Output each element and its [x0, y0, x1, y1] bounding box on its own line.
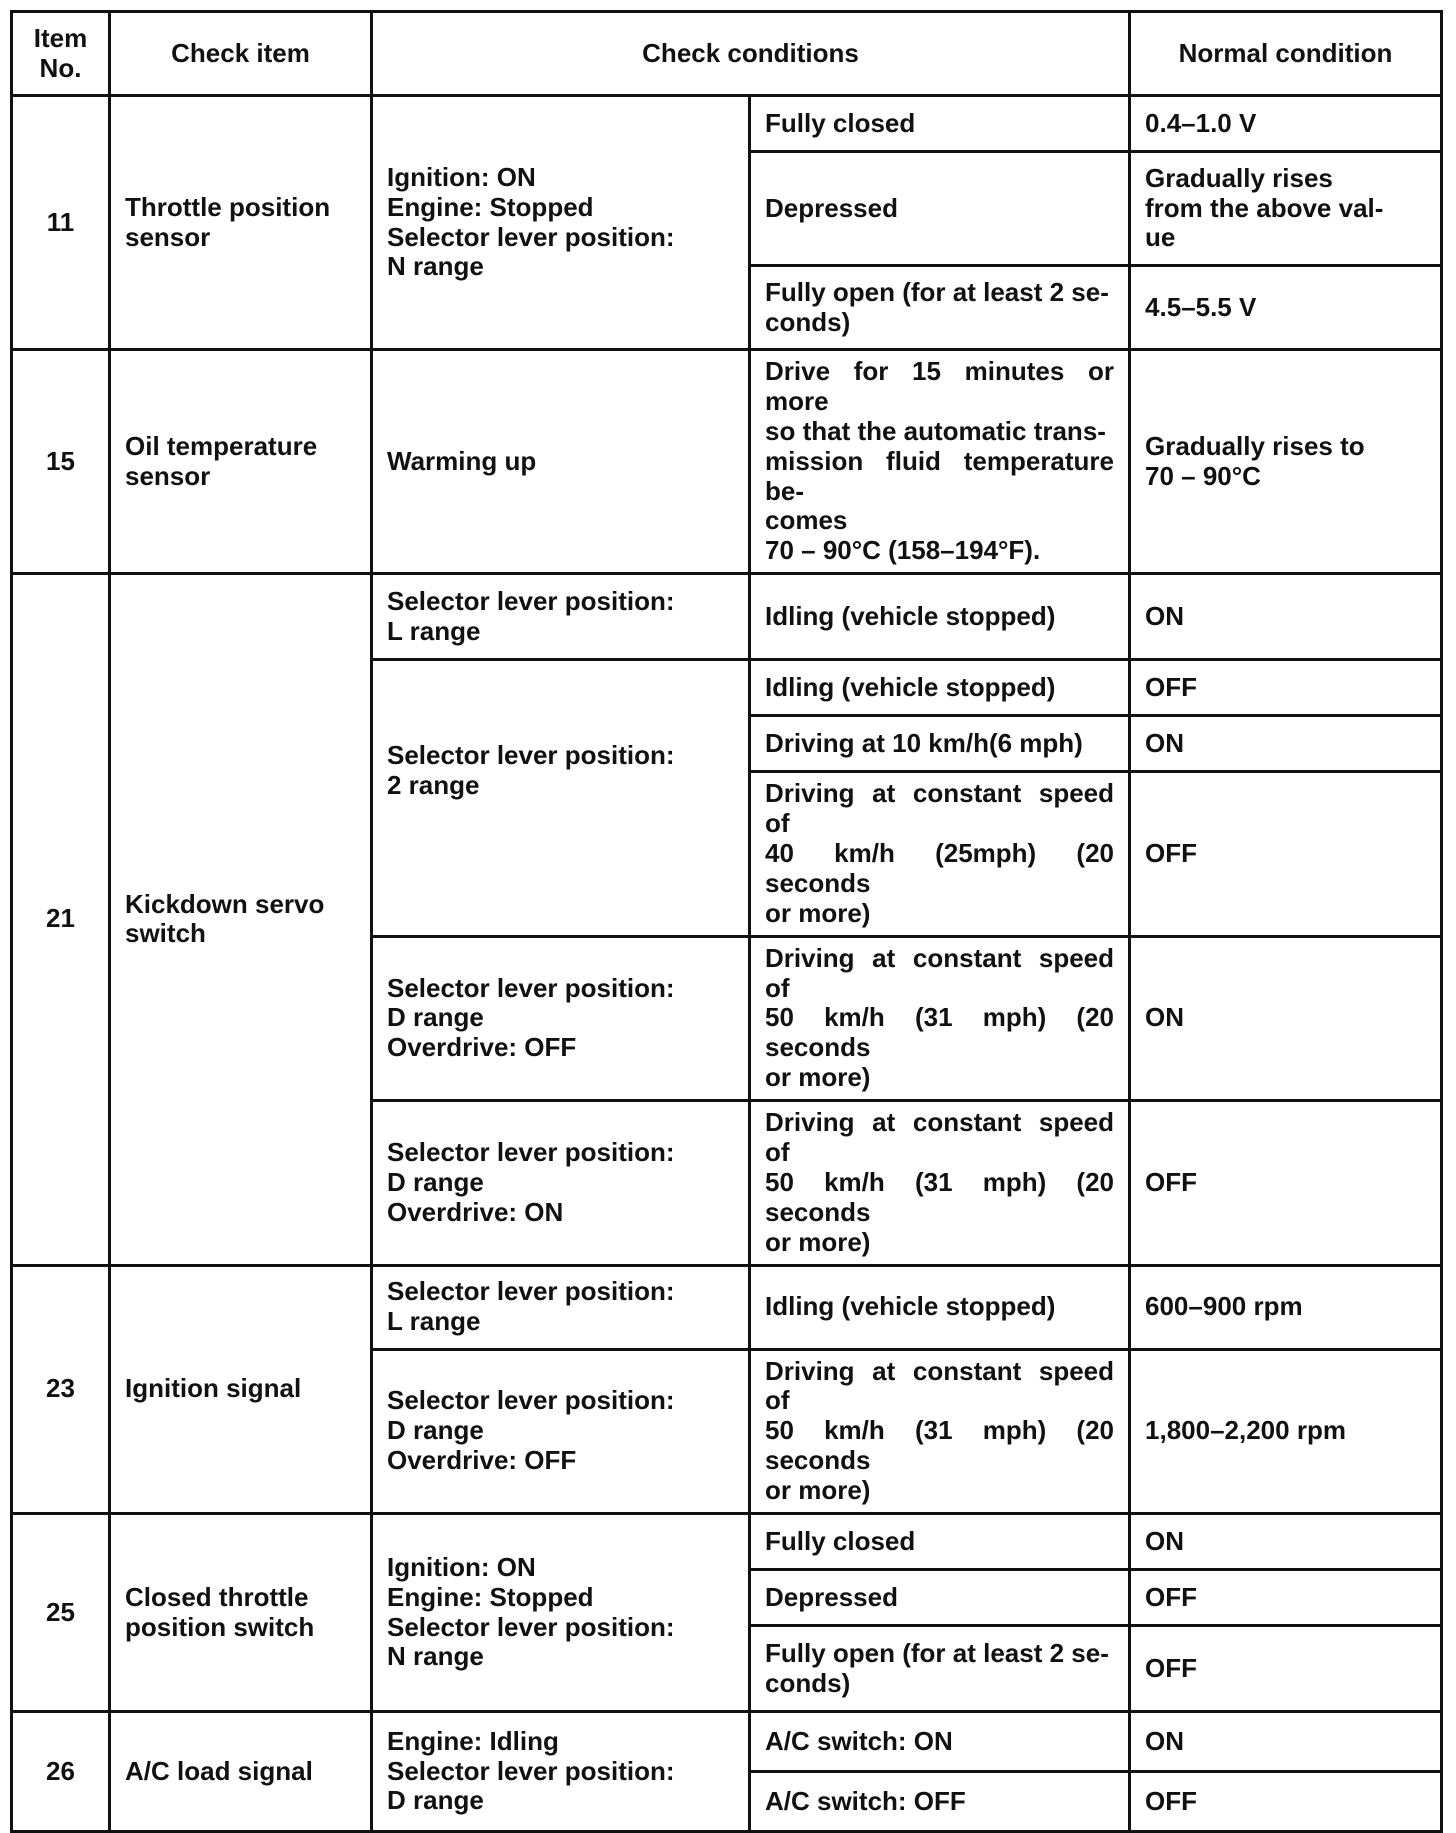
check-group-condition: Selector lever position: D range Overdrive: ON — [372, 1101, 750, 1265]
normal-condition: OFF — [1130, 1570, 1442, 1626]
check-condition: Driving at constant speed of 50 km/h (31 mph) (20 seconds or more) — [750, 1349, 1130, 1513]
normal-condition: Gradually rises to 70 – 90°C — [1130, 350, 1442, 574]
item-no-15: 15 — [12, 350, 110, 574]
normal-condition: OFF — [1130, 1626, 1442, 1712]
check-condition: Depressed — [750, 1570, 1130, 1626]
item-no-23: 23 — [12, 1265, 110, 1513]
check-condition: A/C switch: ON — [750, 1712, 1130, 1772]
check-item-throttle-position-sensor: Throttle position sensor — [110, 96, 372, 350]
check-condition: Driving at constant speed of 40 km/h (25mph) (20 seconds or more) — [750, 772, 1130, 936]
header-check-conditions: Check conditions — [372, 12, 1130, 96]
check-group-condition: Selector lever position: L range — [372, 1265, 750, 1349]
header-normal-condition: Normal condition — [1130, 12, 1442, 96]
check-group-condition: Engine: Idling Selector lever position: D range — [372, 1712, 750, 1832]
normal-condition: 1,800–2,200 rpm — [1130, 1349, 1442, 1513]
normal-condition: ON — [1130, 936, 1442, 1100]
check-item-closed-throttle-position-switch: Closed throttle position switch — [110, 1514, 372, 1712]
normal-condition: OFF — [1130, 772, 1442, 936]
check-condition: Idling (vehicle stopped) — [750, 574, 1130, 660]
check-condition: Driving at 10 km/h(6 mph) — [750, 716, 1130, 772]
check-condition: Driving at constant speed of 50 km/h (31 mph) (20 seconds or more) — [750, 1101, 1130, 1265]
table-row — [12, 96, 1442, 152]
check-group-condition: Selector lever position: D range Overdrive: OFF — [372, 936, 750, 1100]
normal-condition: ON — [1130, 1712, 1442, 1772]
header-row — [12, 12, 1442, 96]
table-row — [12, 574, 1442, 660]
normal-condition: Gradually rises from the above val- ue — [1130, 152, 1442, 266]
normal-condition: 0.4–1.0 V — [1130, 96, 1442, 152]
normal-condition: ON — [1130, 1514, 1442, 1570]
check-group-condition: Warming up — [372, 350, 750, 574]
check-item-oil-temperature-sensor: Oil temperature sensor — [110, 350, 372, 574]
check-item-ignition-signal: Ignition signal — [110, 1265, 372, 1513]
item-no-21: 21 — [12, 574, 110, 1265]
check-group-condition: Ignition: ON Engine: Stopped Selector lever position: N range — [372, 96, 750, 350]
table-row — [12, 1514, 1442, 1570]
normal-condition: ON — [1130, 716, 1442, 772]
normal-condition: OFF — [1130, 1101, 1442, 1265]
item-no-26: 26 — [12, 1712, 110, 1832]
normal-condition: 4.5–5.5 V — [1130, 266, 1442, 350]
check-group-condition: Selector lever position: L range — [372, 574, 750, 660]
check-item-ac-load-signal: A/C load signal — [110, 1712, 372, 1832]
check-group-condition: Ignition: ON Engine: Stopped Selector lever position: N range — [372, 1514, 750, 1712]
normal-condition: OFF — [1130, 1772, 1442, 1832]
header-check-item: Check item — [110, 12, 372, 96]
check-condition: Depressed — [750, 152, 1130, 266]
check-group-condition: Selector lever position: D range Overdrive: OFF — [372, 1349, 750, 1513]
check-condition: A/C switch: OFF — [750, 1772, 1130, 1832]
check-condition: Fully closed — [750, 96, 1130, 152]
table-row — [12, 350, 1442, 574]
normal-condition: ON — [1130, 574, 1442, 660]
check-condition: Idling (vehicle stopped) — [750, 660, 1130, 716]
table-row — [12, 1712, 1442, 1772]
normal-condition: 600–900 rpm — [1130, 1265, 1442, 1349]
table-row — [12, 1265, 1442, 1349]
header-item-no: Item No. — [12, 12, 110, 96]
normal-condition: OFF — [1130, 660, 1442, 716]
check-condition: Idling (vehicle stopped) — [750, 1265, 1130, 1349]
check-condition: Fully open (for at least 2 se- conds) — [750, 1626, 1130, 1712]
check-condition: Fully closed — [750, 1514, 1130, 1570]
check-condition: Drive for 15 minutes or more so that the automatic trans- mission fluid temperature be- comes 70 – 90°C (158–194°F). — [750, 350, 1130, 574]
check-item-kickdown-servo-switch: Kickdown servo switch — [110, 574, 372, 1265]
check-table — [10, 10, 1443, 1833]
item-no-11: 11 — [12, 96, 110, 350]
check-condition: Driving at constant speed of 50 km/h (31 mph) (20 seconds or more) — [750, 936, 1130, 1100]
check-group-condition: Selector lever position: 2 range — [372, 660, 750, 936]
item-no-25: 25 — [12, 1514, 110, 1712]
check-condition: Fully open (for at least 2 se- conds) — [750, 266, 1130, 350]
